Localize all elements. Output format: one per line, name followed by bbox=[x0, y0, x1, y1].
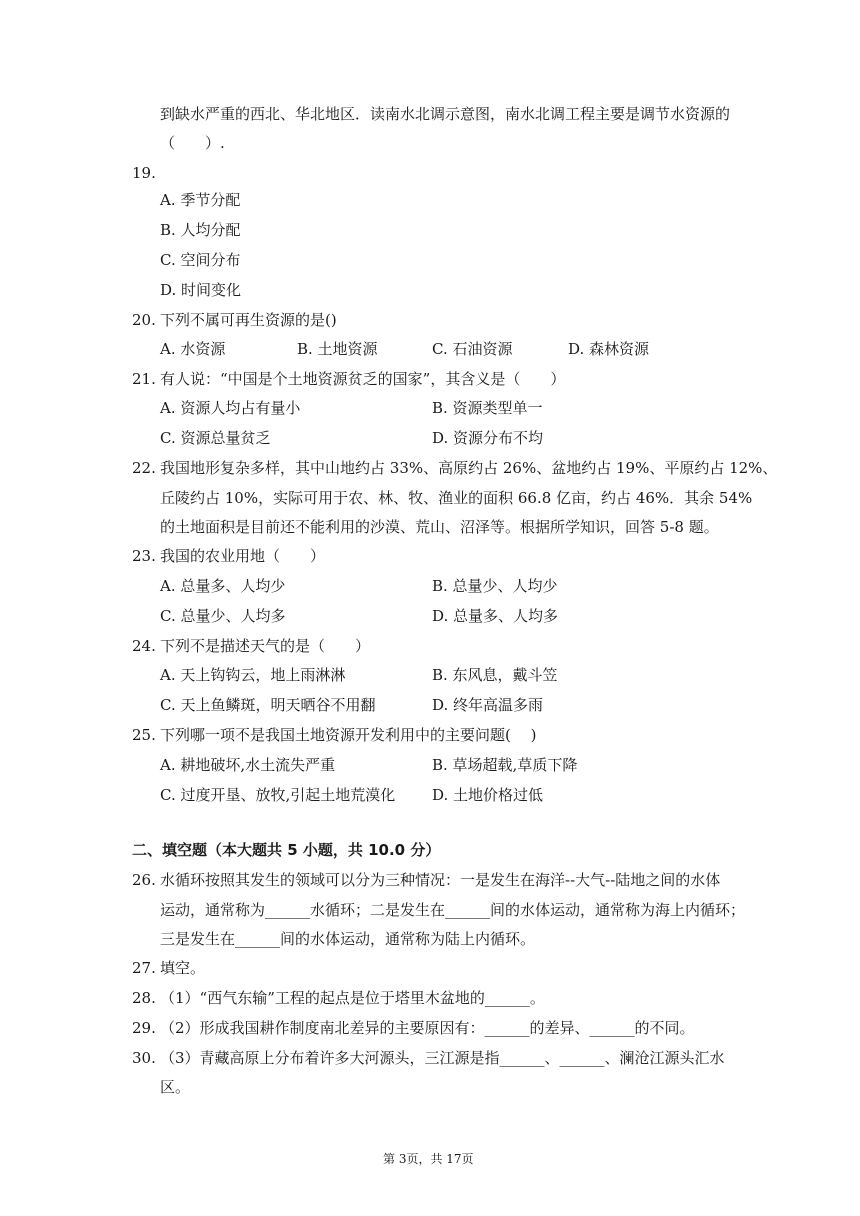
q25-option-d: D. 土地价格过低 bbox=[432, 786, 544, 804]
question-20-text: 下列不属可再生资源的是() bbox=[160, 311, 337, 329]
q19-option-b: B. 人均分配 bbox=[160, 221, 241, 239]
q21-option-b: B. 资源类型单一 bbox=[432, 399, 543, 417]
question-26-number: 26. bbox=[132, 871, 156, 889]
q23-option-d: D. 总量多、人均多 bbox=[432, 607, 559, 625]
q24-option-c: C. 天上鱼鳞斑，明天晒谷不用翻 bbox=[160, 696, 376, 714]
question-21-text: 有人说：“中国是个土地资源贫乏的国家”，其含义是（ ） bbox=[160, 370, 566, 388]
section-2-heading: 二、填空题（本大题共 5 小题，共 10.0 分） bbox=[132, 841, 441, 859]
question-25-number: 25. bbox=[132, 726, 156, 744]
question-19-number: 19. bbox=[132, 164, 156, 182]
q20-option-a: A. 水资源 bbox=[160, 340, 226, 358]
question-25-text: 下列哪一项不是我国土地资源开发利用中的主要问题( ) bbox=[160, 726, 537, 744]
question-22-number: 22. bbox=[132, 459, 156, 477]
q24-option-d: D. 终年高温多雨 bbox=[432, 696, 544, 714]
question-26-line-2: 运动，通常称为______水循环；二是发生在______间的水体运动，通常称为海上内循环； bbox=[160, 901, 746, 919]
question-28-text: （1）“西气东输”工程的起点是位于塔里木盆地的______。 bbox=[160, 989, 545, 1007]
q23-option-b: B. 总量少、人均少 bbox=[432, 577, 558, 595]
q21-option-a: A. 资源人均占有量小 bbox=[160, 399, 301, 417]
question-28-number: 28. bbox=[132, 989, 156, 1007]
question-22-line-1: 我国地形复杂多样，其中山地约占 33%、高原约占 26%、盆地约占 19%、平原约占 12%、 bbox=[160, 459, 778, 477]
q24-option-b: B. 东风息，戴斗笠 bbox=[432, 666, 558, 684]
q21-option-d: D. 资源分布不均 bbox=[432, 429, 544, 447]
question-29-number: 29. bbox=[132, 1019, 156, 1037]
q25-option-a: A. 耕地破坏,水土流失严重 bbox=[160, 756, 336, 774]
q23-option-a: A. 总量多、人均少 bbox=[160, 577, 286, 595]
intro-line-2: （ ）. bbox=[160, 134, 225, 152]
question-29-text: （2）形成我国耕作制度南北差异的主要原因有：______的差异、______的不同。 bbox=[160, 1019, 695, 1037]
question-30-line-2: 区。 bbox=[160, 1078, 191, 1096]
q24-option-a: A. 天上钩钩云，地上雨淋淋 bbox=[160, 666, 346, 684]
q25-option-c: C. 过度开垦、放牧,引起土地荒漠化 bbox=[160, 786, 396, 804]
intro-line-1: 到缺水严重的西北、华北地区．读南水北调示意图，南水北调工程主要是调节水资源的 bbox=[160, 105, 731, 123]
question-30-line-1: （3）青藏高原上分布着许多大河源头，三江源是指______、______、澜沧江源头汇水 bbox=[160, 1049, 725, 1067]
question-30-number: 30. bbox=[132, 1049, 156, 1067]
q20-option-b: B. 土地资源 bbox=[297, 340, 378, 358]
q25-option-b: B. 草场超载,草质下降 bbox=[432, 756, 578, 774]
question-21-number: 21. bbox=[132, 370, 156, 388]
question-23-text: 我国的农业用地（ ） bbox=[160, 547, 326, 565]
question-27-number: 27. bbox=[132, 959, 156, 977]
q20-option-d: D. 森林资源 bbox=[568, 340, 650, 358]
page-footer: 第 3页，共 17页 bbox=[383, 1152, 474, 1166]
question-26-line-3: 三是发生在______间的水体运动，通常称为陆上内循环。 bbox=[160, 930, 536, 948]
question-26-line-1: 水循环按照其发生的领域可以分为三种情况：一是发生在海洋--大气--陆地之间的水体 bbox=[160, 871, 721, 889]
q20-option-c: C. 石油资源 bbox=[432, 340, 513, 358]
question-22-line-2: 丘陵约占 10%，实际可用于农、林、牧、渔业的面积 66.8 亿亩，约占 46%．其余 54% bbox=[160, 489, 753, 507]
q21-option-c: C. 资源总量贫乏 bbox=[160, 429, 271, 447]
question-27-text: 填空。 bbox=[160, 959, 206, 977]
question-20-number: 20. bbox=[132, 311, 156, 329]
q19-option-c: C. 空间分布 bbox=[160, 251, 241, 269]
q19-option-d: D. 时间变化 bbox=[160, 281, 242, 299]
question-24-text: 下列不是描述天气的是（ ） bbox=[160, 637, 371, 655]
question-22-line-3: 的土地面积是目前还不能利用的沙漠、荒山、沼泽等。根据所学知识，回答 5-8 题。 bbox=[160, 518, 719, 536]
question-24-number: 24. bbox=[132, 637, 156, 655]
q19-option-a: A. 季节分配 bbox=[160, 191, 241, 209]
question-23-number: 23. bbox=[132, 547, 156, 565]
q23-option-c: C. 总量少、人均多 bbox=[160, 607, 286, 625]
